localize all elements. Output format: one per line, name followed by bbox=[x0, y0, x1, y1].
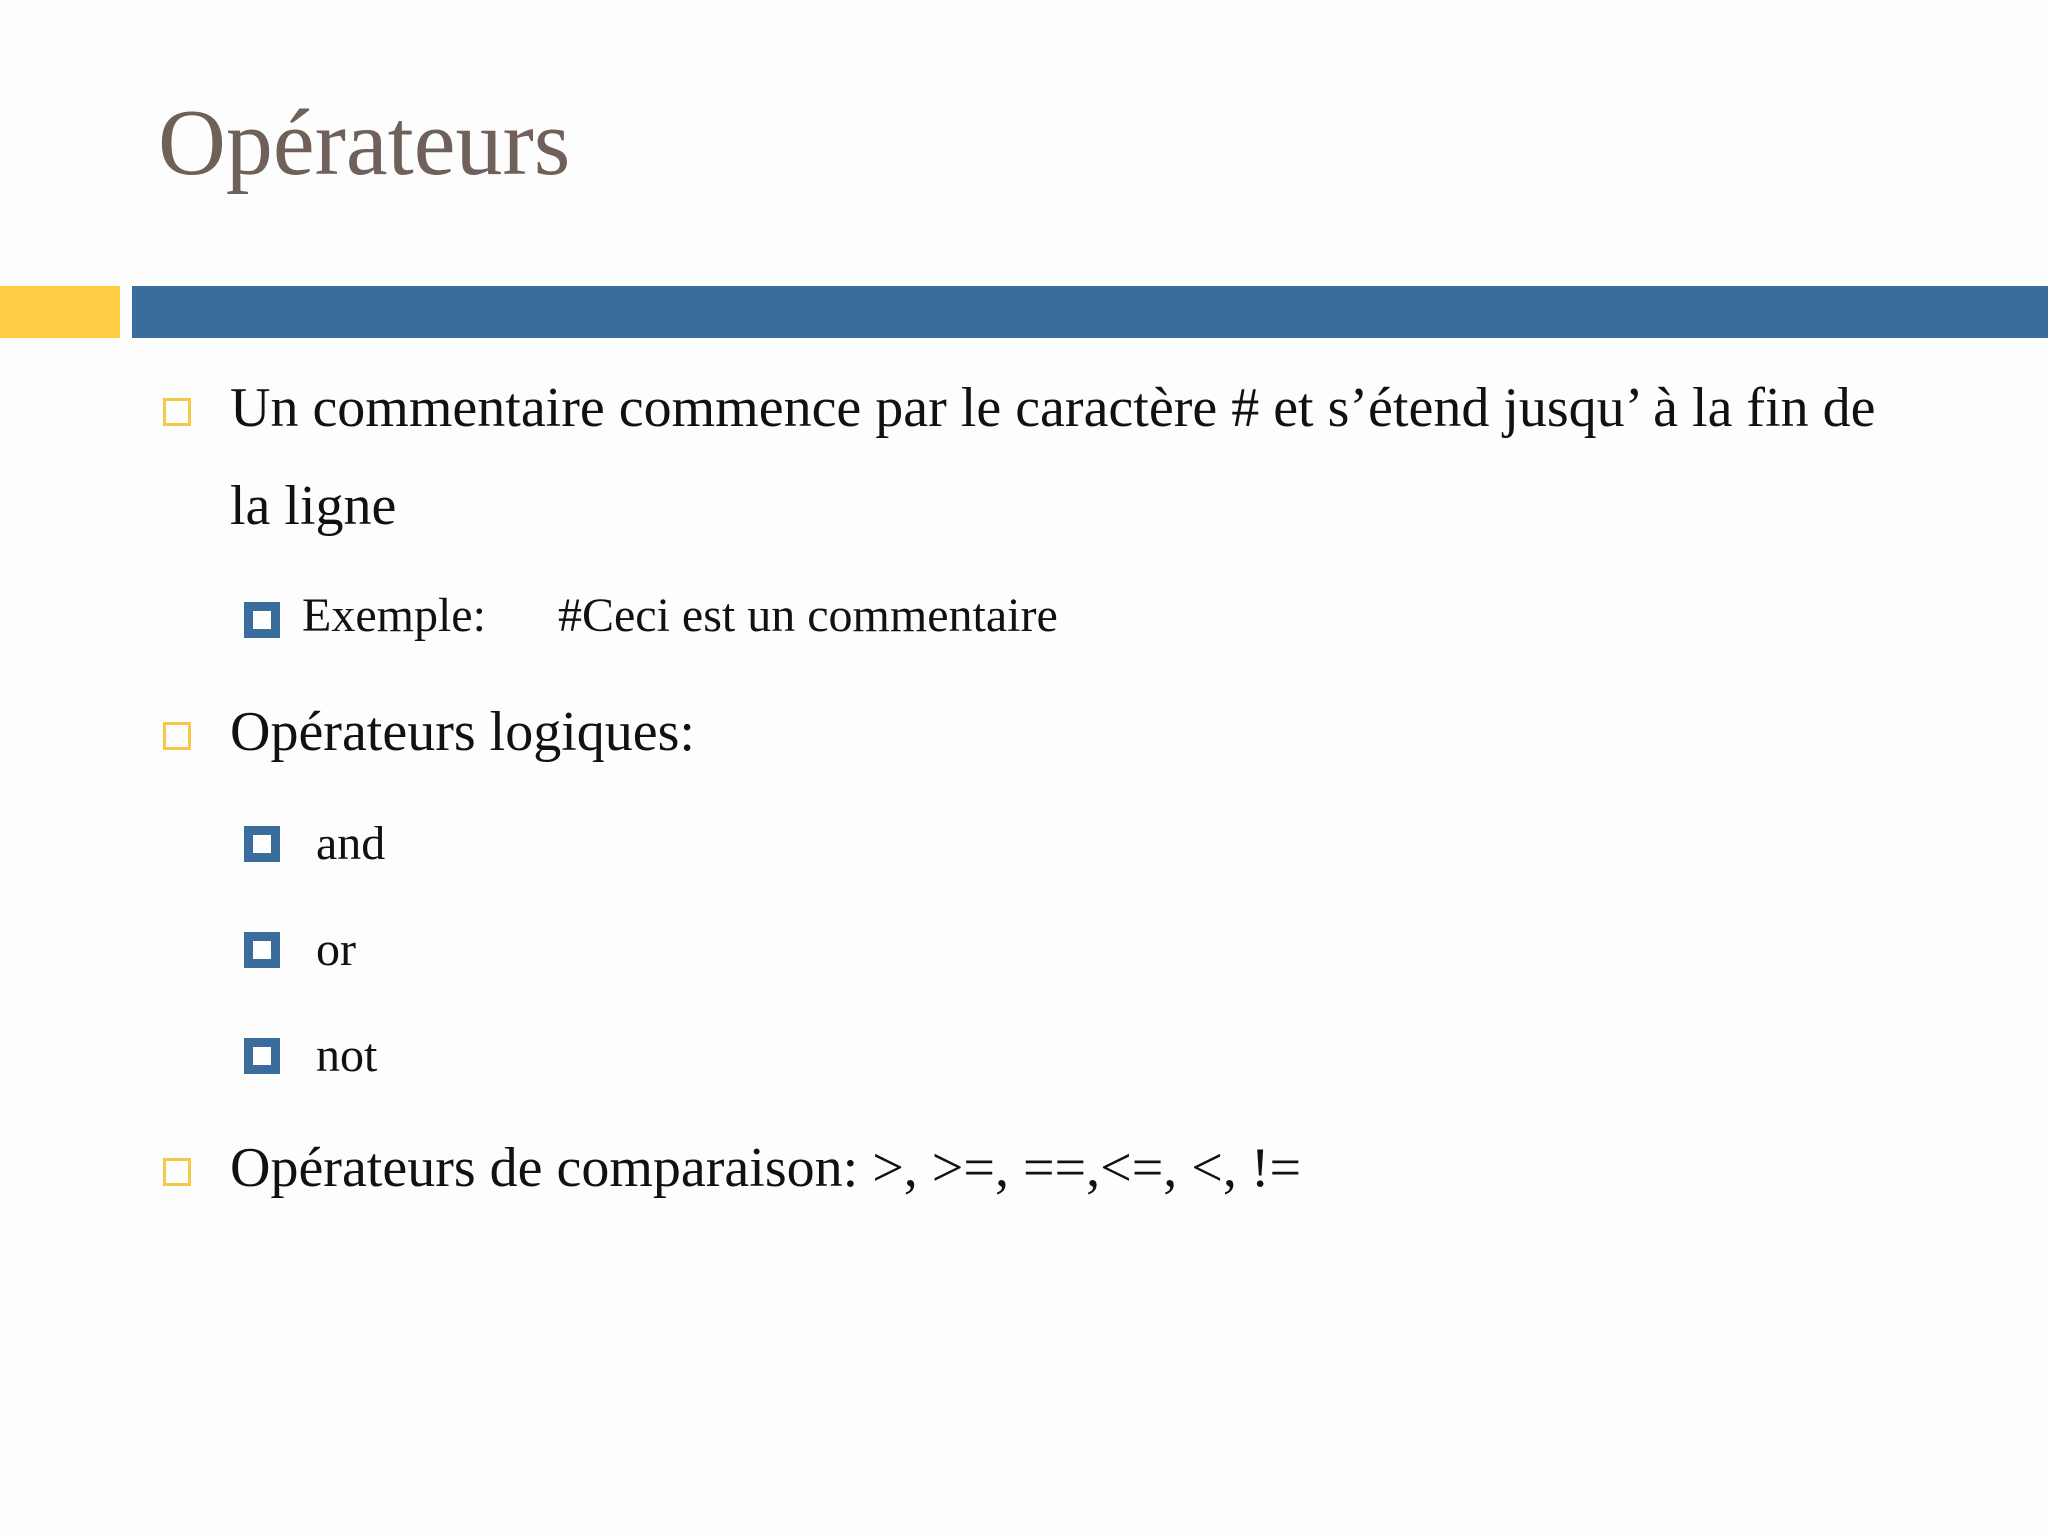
logical-op-not: not bbox=[316, 1029, 378, 1082]
level1-bullet-icon bbox=[163, 1158, 191, 1186]
bullet-comment-line1: Un commentaire commence par le caractère # et s’étend jusqu’ à la fin de bbox=[230, 377, 1876, 439]
level2-bullet-icon bbox=[244, 602, 280, 638]
level2-bullet-icon bbox=[244, 826, 280, 862]
bullet-comparison: Opérateurs de comparaison: >, >=, ==,<=, <, != bbox=[230, 1137, 1302, 1199]
level2-bullet-icon bbox=[244, 1038, 280, 1074]
title-divider-bar bbox=[132, 286, 2048, 338]
accent-bar bbox=[0, 286, 120, 338]
slide-title: Opérateurs bbox=[158, 91, 571, 195]
logical-op-or: or bbox=[316, 923, 356, 976]
example-label: Exemple: bbox=[302, 589, 486, 642]
example-code: #Ceci est un commentaire bbox=[557, 589, 1058, 642]
example-item bbox=[302, 588, 1058, 643]
bullet-comment-line2: la ligne bbox=[230, 475, 397, 537]
logical-op-and: and bbox=[316, 817, 386, 870]
level2-bullet-icon bbox=[244, 932, 280, 968]
level1-bullet-icon bbox=[163, 722, 191, 750]
level1-bullet-icon bbox=[163, 398, 191, 426]
bullet-logical-heading: Opérateurs logiques: bbox=[230, 701, 695, 763]
